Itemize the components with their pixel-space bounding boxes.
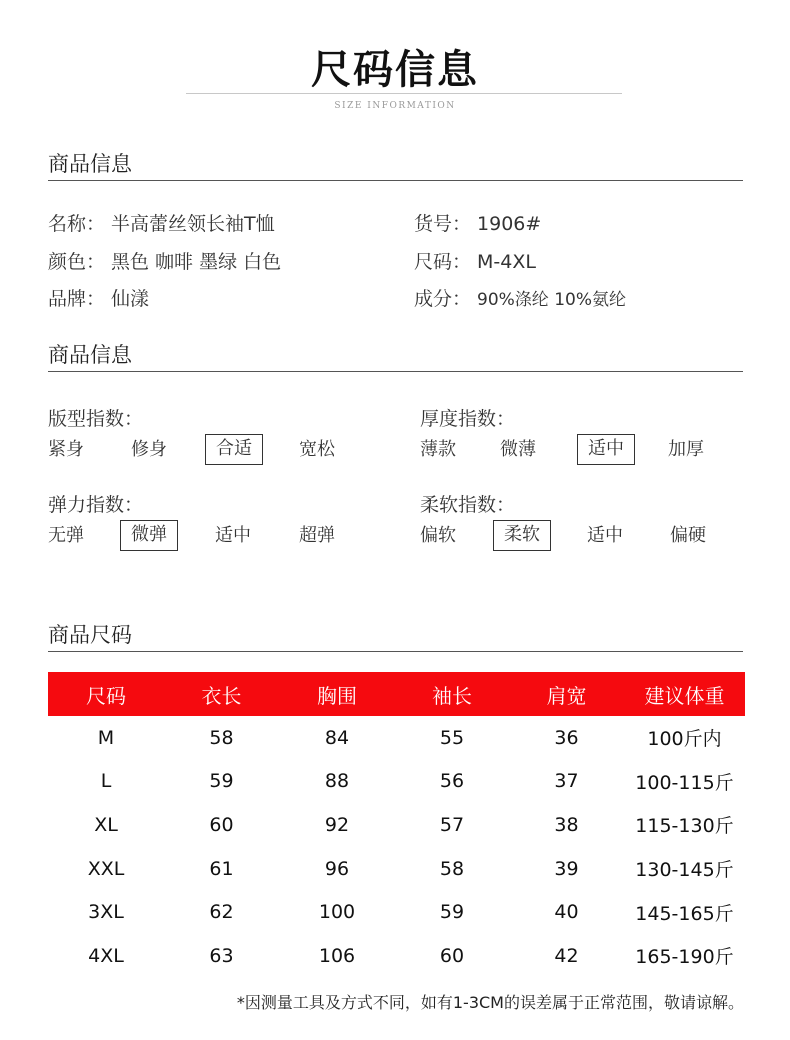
- table-cell: 100-115斤: [635, 771, 734, 794]
- info-value: 90%涤纶 10%氨纶: [477, 290, 626, 310]
- softness-option: 偏软: [420, 525, 456, 546]
- table-cell: 61: [209, 857, 234, 880]
- thickness-option-selected: 适中: [577, 434, 635, 465]
- info-brand: [48, 284, 149, 311]
- fit-option-selected: 合适: [205, 434, 263, 465]
- table-cell: 38: [554, 813, 579, 836]
- elasticity-option-selected: 微弹: [120, 520, 178, 551]
- info-value: M-4XL: [477, 251, 536, 273]
- title-divider: [186, 93, 622, 94]
- size-table: [48, 672, 745, 978]
- column-header: 袖长: [395, 672, 509, 716]
- elasticity-option: 超弹: [299, 525, 335, 546]
- table-cell: 130-145斤: [635, 859, 734, 882]
- fit-option: 紧身: [48, 439, 84, 460]
- elasticity-option: 适中: [215, 525, 251, 546]
- table-cell: 40: [554, 901, 579, 924]
- thickness-option: 微薄: [500, 439, 536, 460]
- elasticity-index-label: 弹力指数：: [48, 494, 144, 516]
- info-value: 黑色 咖啡 墨绿 白色: [111, 251, 282, 273]
- table-cell: 63: [209, 944, 234, 967]
- section-divider: [48, 180, 743, 181]
- table-row: [48, 890, 745, 934]
- table-cell: 165-190斤: [635, 946, 734, 969]
- table-cell: 62: [209, 901, 234, 924]
- column-header: 建议体重: [624, 672, 745, 716]
- thickness-option: 加厚: [668, 439, 704, 460]
- section-title-product-info: 商品信息: [48, 152, 132, 176]
- thickness-index-label: 厚度指数：: [420, 408, 516, 430]
- table-cell: 84: [324, 726, 350, 749]
- table-header-row: [48, 672, 745, 716]
- fit-option: 宽松: [299, 439, 335, 460]
- table-cell: 42: [554, 944, 579, 967]
- table-cell: 115-130斤: [635, 815, 734, 838]
- elasticity-option: 无弹: [48, 525, 84, 546]
- table-cell: 58: [209, 726, 234, 749]
- thickness-option: 薄款: [420, 439, 456, 460]
- table-cell: 58: [439, 857, 465, 880]
- table-cell: 56: [439, 770, 465, 793]
- measurement-note: *因测量工具及方式不同，如有1-3CM的误差属于正常范围，敬请谅解。: [236, 993, 744, 1012]
- table-cell: 59: [209, 770, 234, 793]
- table-cell: XXL: [87, 857, 125, 880]
- table-cell: 3XL: [88, 901, 124, 924]
- softness-option: 适中: [587, 525, 623, 546]
- section-divider: [48, 371, 743, 372]
- table-cell: 59: [439, 901, 465, 924]
- softness-index-label: 柔软指数：: [420, 494, 516, 516]
- info-value: 1906#: [477, 213, 542, 235]
- info-label: 尺码：: [414, 251, 472, 273]
- fit-index-label: 版型指数：: [48, 408, 144, 430]
- table-row: [48, 934, 745, 978]
- page-subtitle: SIZE INFORMATION: [334, 101, 456, 111]
- column-header: 尺码: [48, 672, 164, 716]
- table-cell: 88: [324, 770, 350, 793]
- info-label: 名称：: [48, 213, 106, 235]
- table-cell: 57: [439, 813, 465, 836]
- table-cell: XL: [94, 813, 118, 836]
- section-title-indexes: 商品信息: [48, 343, 132, 367]
- table-cell: 100: [318, 901, 356, 924]
- section-title-size-chart: 商品尺码: [48, 623, 132, 647]
- info-label: 品牌：: [48, 288, 106, 310]
- table-row: [48, 847, 745, 891]
- info-size-range: [414, 247, 536, 274]
- info-label: 货号：: [414, 213, 472, 235]
- info-item-number: [414, 209, 541, 236]
- table-cell: 145-165斤: [635, 902, 734, 925]
- table-cell: 55: [439, 726, 465, 749]
- softness-option-selected: 柔软: [493, 520, 551, 551]
- table-cell: 39: [554, 857, 579, 880]
- table-cell: 106: [318, 944, 356, 967]
- column-header: 胸围: [279, 672, 395, 716]
- info-name: [48, 209, 275, 236]
- fit-option: 修身: [131, 439, 167, 460]
- info-value: 仙漾: [111, 288, 150, 310]
- table-row: [48, 803, 745, 847]
- table-row: [48, 760, 745, 804]
- section-divider: [48, 651, 743, 652]
- table-cell: 60: [209, 813, 234, 836]
- table-cell: M: [97, 726, 115, 749]
- softness-option: 偏硬: [670, 525, 706, 546]
- info-composition: [414, 284, 626, 311]
- table-row: [48, 716, 745, 760]
- column-header: 肩宽: [509, 672, 624, 716]
- column-header: 衣长: [164, 672, 279, 716]
- table-cell: 36: [554, 726, 579, 749]
- table-cell: 100斤内: [647, 728, 722, 751]
- table-cell: L: [100, 770, 112, 793]
- info-value: 半高蕾丝领长袖T恤: [111, 213, 275, 235]
- table-cell: 4XL: [88, 944, 124, 967]
- table-cell: 60: [439, 944, 465, 967]
- page-title: 尺码信息: [311, 47, 479, 93]
- table-cell: 96: [324, 857, 350, 880]
- info-label: 成分：: [414, 288, 472, 310]
- info-color: [48, 247, 281, 274]
- table-cell: 92: [324, 813, 350, 836]
- info-label: 颜色：: [48, 251, 106, 273]
- table-cell: 37: [554, 770, 579, 793]
